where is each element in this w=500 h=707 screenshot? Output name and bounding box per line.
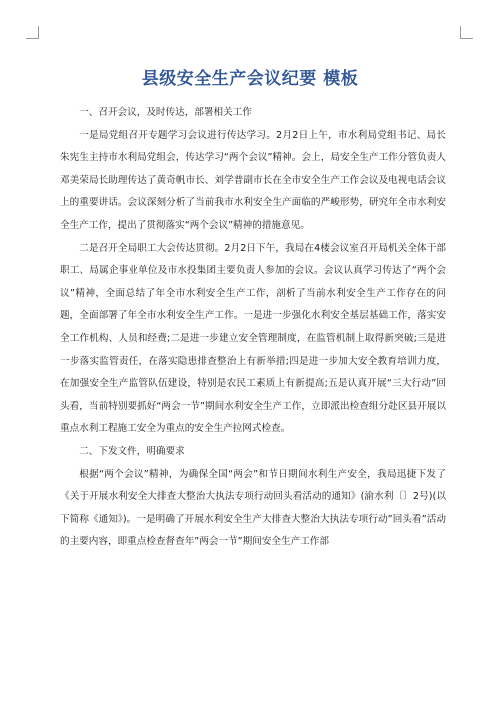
paragraph-3: 根据“两个会议”精神，为确保全国“两会”和节日期间水利生产安全，我局迅捷下发了《关于开展水利安全大排查大整治大执法专项行动回头看活动的通知》(渝水利〔〕2号)(以下简称《通知》)。一是明确了开展水利安全生产大排查大整治大执法专项行动”回头看”活动的主要内容，即重点检查督查年”两会一节”期间安全生产工作部 — [60, 468, 446, 548]
document-body — [60, 102, 446, 554]
paragraph-1: 一是局党组召开专题学习会议进行传达学习。2月2日上午，市水利局党组书记、局长朱宪生主持市水利局党组会，传达学习“两个会议”精神。会上，局安全生产工作分管负责人邓美荣局长助理传达了黄奇帆市长、刘学普副市长在全市安全生产工作会议及电视电话会议上的重要讲话。会议深刻分析了当前我市水利安全生产面临的严峻形势，研究年全市水利安全生产工作，提出了贯彻落实“两个会议”精神的措施意见。 — [60, 129, 446, 231]
section-heading-1: 一、召开会议，及时传达，部署相关工作 — [79, 107, 252, 118]
paragraph-2: 二是召开全局职工大会传达贯彻。2月2日下午，我局在4楼会议室召开局机关全体干部职工、局属企事业单位及市水投集团主要负责人参加的会议。会议认真学习传达了“两个会议”精神，全面总结了年全市水利安全生产工作，剖析了当前水利安全生产工作存在的问题，全面部署了年全市水利安全生产工作。一是进一步强化水利安全基层基础工作，落实安全工作机构、人员和经费;二是进一步建立安全管理制度，在监管机制上取得新突破;三是进一步落实监管责任，在落实隐患排查整治上有新举措;四是进一步加大安全教育培训力度，在加强安全生产监管队伍建设，特别是农民工素质上有新提高;五是认真开展“三大行动”回头看，当前特别要抓好“两会一节”期间水利安全生产工作，立即派出检查组分赴区县开展以重点水利工程施工安全为重点的安全生产拉网式检查。 — [60, 242, 446, 435]
crop-mark-top-right — [460, 26, 473, 39]
crop-mark-top-left — [26, 26, 39, 39]
section-heading-2: 二、下发文件，明确要求 — [79, 445, 185, 457]
document-title: 县级安全生产会议纪要 模板 — [141, 69, 359, 89]
